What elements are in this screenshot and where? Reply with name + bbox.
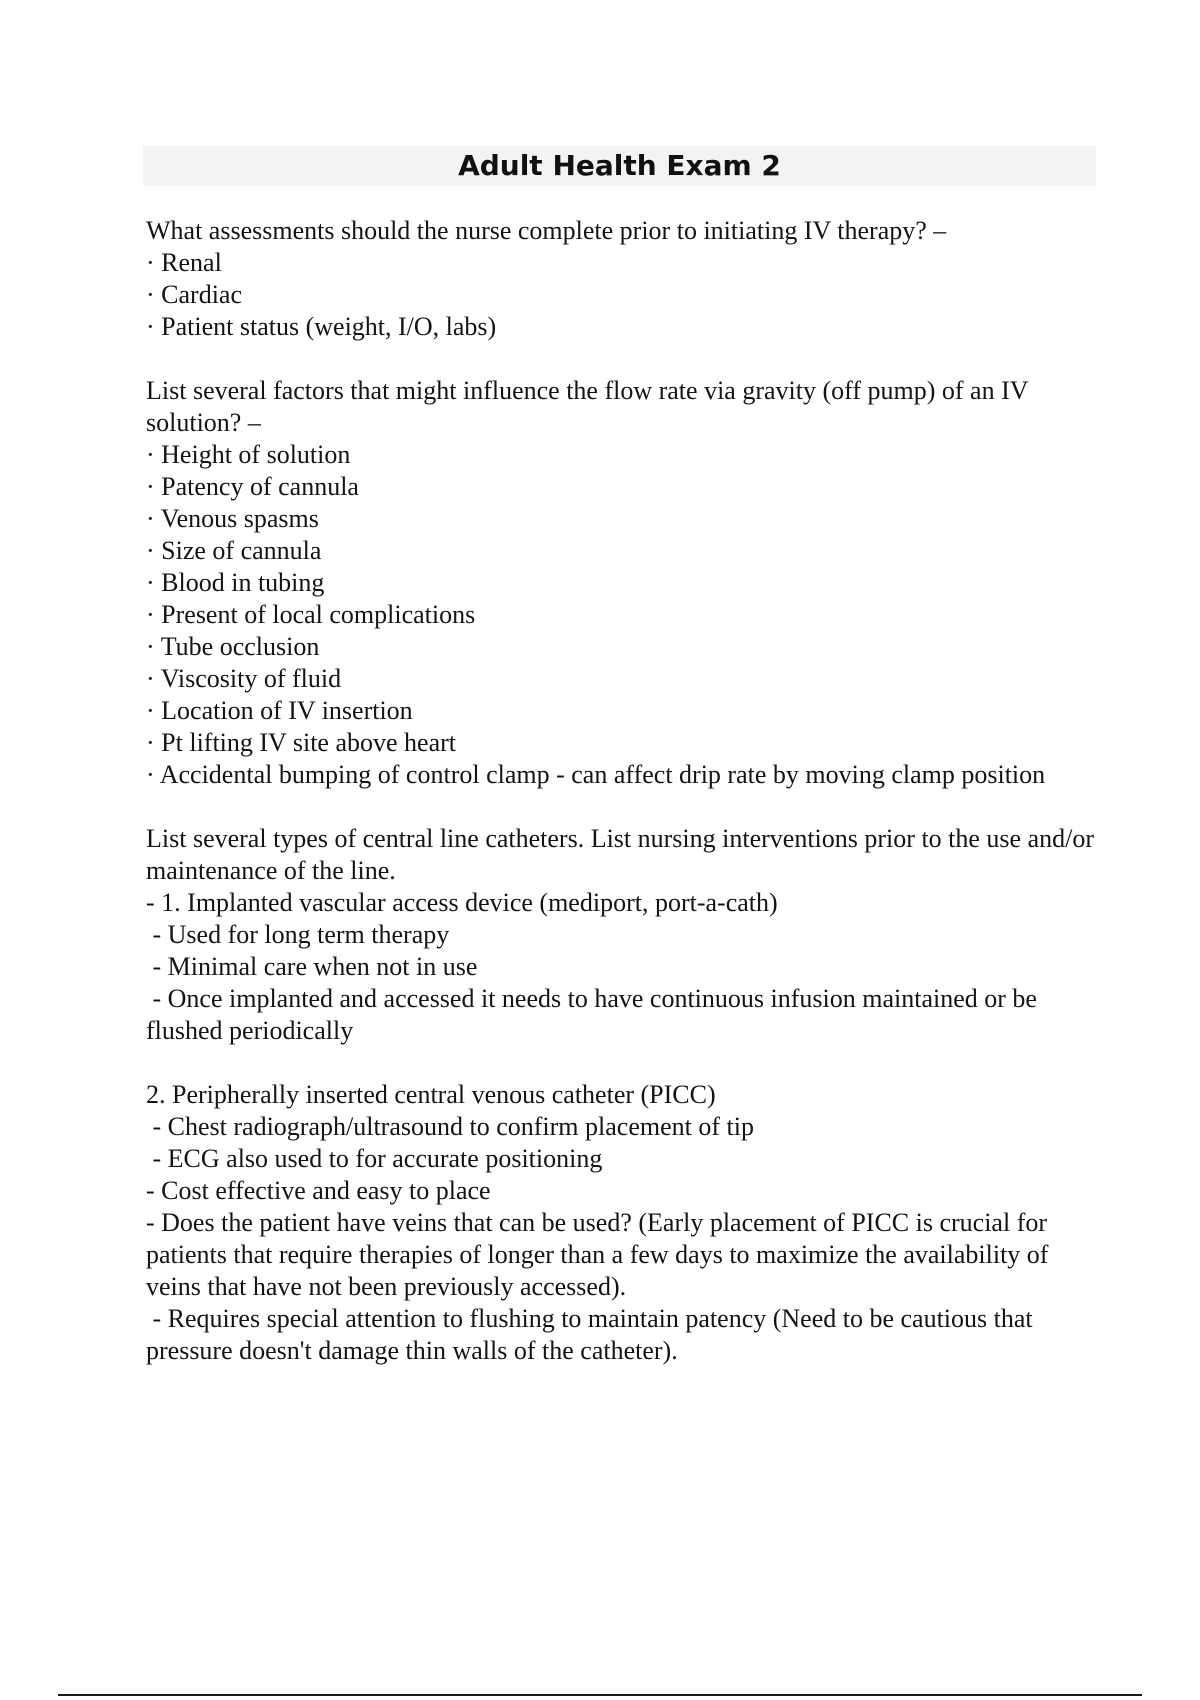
section-central-line-catheters [146,823,1101,1047]
section-flow-rate-factors [146,375,1096,791]
list-item: · Tube occlusion [146,632,320,661]
list-item: - ECG also used to for accurate positioning [146,1144,603,1173]
list-item: - Requires special attention to flushing to maintain patency (Need to be cautious that pressure doesn't damage thin walls of the catheter). [146,1304,1040,1365]
list-item: - Minimal care when not in use [146,952,478,981]
list-item: · Size of cannula [146,536,322,565]
list-item: - Once implanted and accessed it needs to have continuous infusion maintained or be flushed periodically [146,984,1044,1045]
list-item: · Renal [146,248,222,277]
list-item: · Viscosity of fluid [146,664,342,693]
list-item: · Pt lifting IV site above heart [146,728,457,757]
question-text: List several factors that might influence the flow rate via gravity (off pump) of an IV solution? – [146,376,1035,437]
list-item: - Cost effective and easy to place [146,1176,491,1205]
question-text: List several types of central line catheters. List nursing interventions prior to the use and/or maintenance of the line. [146,824,1101,885]
list-item: · Blood in tubing [146,568,325,597]
list-item: - 1. Implanted vascular access device (mediport, port-a-cath) [146,888,778,917]
list-item: · Patency of cannula [146,472,359,501]
section-picc [146,1079,1096,1367]
list-item: - Used for long term therapy [146,920,450,949]
section-iv-assessments [146,215,1096,343]
list-item: · Venous spasms [146,504,319,533]
list-item: - Chest radiograph/ultrasound to confirm placement of tip [146,1112,754,1141]
question-text: What assessments should the nurse complete prior to initiating IV therapy? – [146,216,947,245]
list-item: · Present of local complications [146,600,476,629]
document-title: Adult Health Exam 2 [143,146,1096,186]
question-text: 2. Peripherally inserted central venous catheter (PICC) [146,1080,716,1109]
list-item: · Cardiac [146,280,243,309]
list-item: · Location of IV insertion [146,696,413,725]
list-item: - Does the patient have veins that can be used? (Early placement of PICC is crucial for patients that require therapies of longer than a few days to maximize the availability of veins that have not been previously accessed). [146,1208,1055,1301]
footer-divider [58,1694,1142,1696]
document-body [146,215,1101,1399]
list-item: · Height of solution [146,440,351,469]
list-item: · Patient status (weight, I/O, labs) [146,312,497,341]
list-item: · Accidental bumping of control clamp - can affect drip rate by moving clamp position [146,760,1046,789]
